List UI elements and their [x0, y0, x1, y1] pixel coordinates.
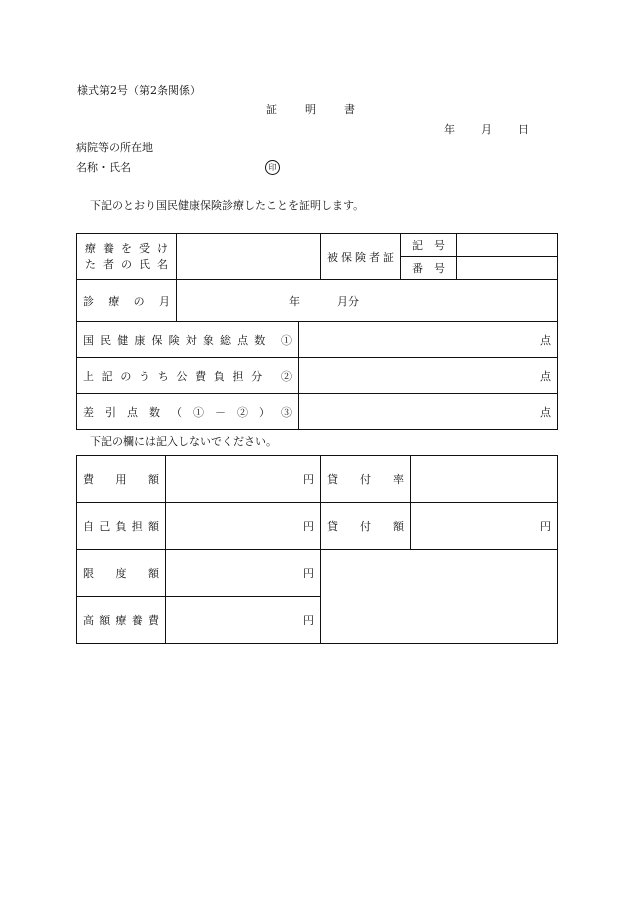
name-label: 名称・氏名: [76, 161, 131, 174]
high-cost-field[interactable]: 円: [166, 597, 321, 644]
limit-label: 限度額: [77, 550, 166, 597]
date-line: [444, 123, 529, 137]
certificate-table: [76, 233, 558, 430]
total-points-label: 国民健康保険対象総点数 ①: [77, 322, 299, 358]
public-burden-field[interactable]: 点: [299, 358, 558, 394]
blank-area: [321, 550, 558, 644]
title-char: 書: [344, 103, 356, 116]
page-title: [266, 103, 356, 117]
kigo-label: 記 号: [401, 234, 457, 257]
self-burden-field[interactable]: 円: [166, 503, 321, 550]
cost-label: 費用額: [77, 456, 166, 503]
total-points-field[interactable]: 点: [299, 322, 558, 358]
high-cost-label: 高額療養費: [77, 597, 166, 644]
treatment-month-mark: 月分: [337, 295, 359, 308]
date-year: 年: [444, 123, 455, 136]
net-points-field[interactable]: 点: [299, 394, 558, 430]
loan-rate-label: 貸付率: [321, 456, 411, 503]
title-char: 明: [305, 103, 317, 116]
kigo-field[interactable]: [457, 234, 558, 257]
seal-mark-icon: 印: [265, 160, 280, 175]
patient-name-label: 療養を受け た者の氏名: [77, 234, 177, 280]
treatment-month-label: 診療の月: [77, 280, 177, 322]
loan-amount-field[interactable]: 円: [411, 503, 558, 550]
limit-field[interactable]: 円: [166, 550, 321, 597]
loan-rate-field[interactable]: [411, 456, 558, 503]
statement-text: 下記のとおり国民健康保険診療したことを証明します。: [90, 199, 365, 212]
bango-label: 番 号: [401, 257, 457, 280]
loan-amount-label: 貸付額: [321, 503, 411, 550]
treatment-month-field[interactable]: [177, 280, 558, 322]
net-points-label: 差引点数（①－②）③: [77, 394, 299, 430]
office-use-note: 下記の欄には記入しないでください。: [90, 435, 277, 448]
address-label: 病院等の所在地: [76, 141, 153, 154]
insured-cert-label: 被保険者証: [321, 234, 401, 280]
self-burden-label: 自己負担額: [77, 503, 166, 550]
office-use-table: [76, 455, 558, 644]
bango-field[interactable]: [457, 257, 558, 280]
patient-name-field[interactable]: [177, 234, 321, 280]
public-burden-label: 上記のうち公費負担分 ②: [77, 358, 299, 394]
title-char: 証: [266, 103, 278, 116]
form-number: 様式第2号（第2条関係）: [77, 84, 201, 97]
date-day: 日: [518, 123, 529, 136]
treatment-year-mark: 年: [289, 295, 300, 308]
date-month: 月: [481, 123, 492, 136]
cost-field[interactable]: 円: [166, 456, 321, 503]
